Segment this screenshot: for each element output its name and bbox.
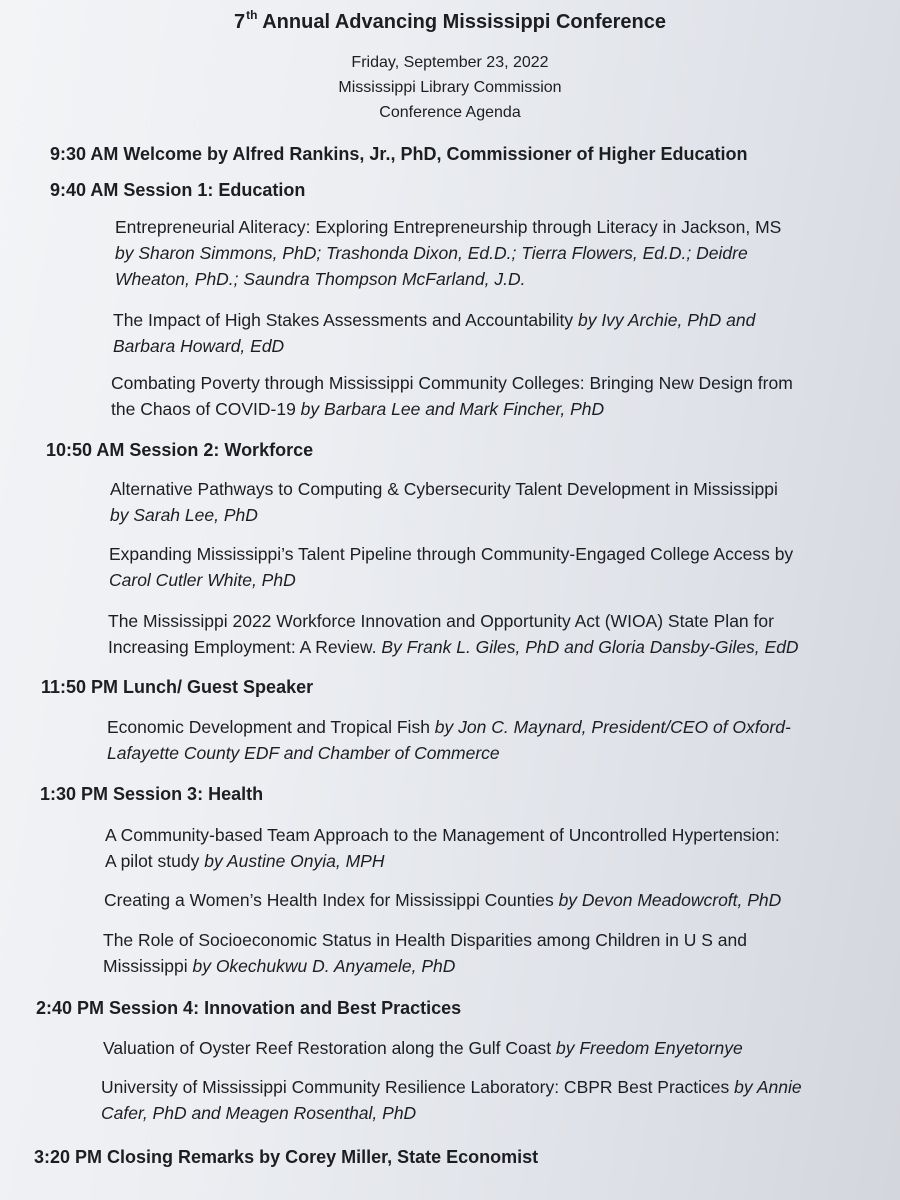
talk-title-line: The Mississippi 2022 Workforce Innovation and Opportunity Act (WIOA) State Plan for [108, 611, 774, 631]
talk-title: University of Mississippi Community Resilience Laboratory: CBPR Best Practices [101, 1077, 735, 1097]
talk-title-line: Combating Poverty through Mississippi Community Colleges: Bringing New Design from [111, 373, 793, 393]
title-ordinal-suffix: th [246, 8, 258, 22]
talk-title: the Chaos of COVID-19 [111, 399, 301, 419]
talk-authors-line: by Sarah Lee, PhD [110, 505, 258, 525]
session-4-talk-2 [101, 1074, 802, 1126]
session-1-talk-3 [111, 370, 793, 422]
document-type: Conference Agenda [379, 104, 521, 121]
talk-title: The Impact of High Stakes Assessments and Accountability [113, 310, 578, 330]
talk-authors: by Ivy Archie, PhD and [577, 310, 756, 330]
session-3-heading: 1:30 PM Session 3: Health [40, 784, 264, 804]
talk-title-line: Alternative Pathways to Computing & Cybersecurity Talent Development in Mississippi [110, 479, 778, 499]
talk-authors: by Jon C. Maynard, President/CEO of Oxford- [434, 717, 791, 737]
talk-title: Increasing Employment: A Review. [108, 637, 382, 657]
talk-authors-line: Cafer, PhD and Meagen Rosenthal, PhD [101, 1103, 417, 1123]
talk-title-line: Expanding Mississippi’s Talent Pipeline through Community-Engaged College Access by [109, 544, 794, 564]
talk-authors-line: Barbara Howard, EdD [113, 336, 285, 356]
closing-remarks: 3:20 PM Closing Remarks by Corey Miller, State Economist [34, 1147, 539, 1167]
session-2-heading: 10:50 AM Session 2: Workforce [46, 440, 314, 460]
talk-authors: by Barbara Lee and Mark Fincher, PhD [300, 399, 605, 419]
talk-authors: by Annie [734, 1077, 802, 1097]
conference-date: Friday, September 23, 2022 [351, 54, 549, 71]
talk-authors-line: Wheaton, PhD.; Saundra Thompson McFarland, J.D. [115, 269, 526, 289]
session-1-heading: 9:40 AM Session 1: Education [50, 180, 306, 200]
session-4-heading: 2:40 PM Session 4: Innovation and Best Practices [36, 998, 462, 1018]
session-3-talk-1 [105, 822, 780, 874]
talk-authors: by Devon Meadowcroft, PhD [558, 890, 782, 910]
session-1-talk-1 [115, 214, 781, 292]
talk-authors-line: Carol Cutler White, PhD [109, 570, 296, 590]
title-text: Annual Advancing Mississippi Conference [257, 11, 667, 33]
session-1-talk-2 [113, 307, 755, 359]
session-3-talk-3 [103, 927, 747, 979]
session-2-talk-2 [109, 541, 793, 593]
session-4-talk-1 [103, 1035, 743, 1061]
talk-authors-line: by Sharon Simmons, PhD; Trashonda Dixon, Ed.D.; Tierra Flowers, Ed.D.; Deidre [115, 243, 748, 263]
lunch-talk [107, 714, 791, 766]
agenda-welcome: 9:30 AM Welcome by Alfred Rankins, Jr., PhD, Commissioner of Higher Education [50, 144, 748, 164]
lunch-heading: 11:50 PM Lunch/ Guest Speaker [41, 677, 314, 697]
talk-authors: by Freedom Enyetornye [555, 1038, 743, 1058]
talk-title: A pilot study [105, 851, 205, 871]
talk-authors-line: Lafayette County EDF and Chamber of Commerce [107, 743, 500, 763]
talk-title: Economic Development and Tropical Fish [107, 717, 435, 737]
talk-title: Mississippi [103, 956, 193, 976]
talk-authors: by Okechukwu D. Anyamele, PhD [192, 956, 456, 976]
title-ordinal: 7 [233, 11, 246, 33]
conference-venue: Mississippi Library Commission [338, 79, 562, 96]
talk-authors: By Frank L. Giles, PhD and Gloria Dansby-Giles, EdD [381, 637, 799, 657]
conference-title [0, 8, 900, 34]
talk-title-line: Entrepreneurial Aliteracy: Exploring Entrepreneurship through Literacy in Jackson, MS [115, 217, 782, 237]
talk-title-line: A Community-based Team Approach to the Management of Uncontrolled Hypertension: [105, 825, 780, 845]
talk-title-line: The Role of Socioeconomic Status in Health Disparities among Children in U S and [103, 930, 747, 950]
session-2-talk-1 [110, 476, 778, 528]
talk-title: Valuation of Oyster Reef Restoration along the Gulf Coast [103, 1038, 556, 1058]
session-2-talk-3 [108, 608, 799, 660]
talk-title: Creating a Women’s Health Index for Mississippi Counties [104, 890, 559, 910]
talk-authors: by Austine Onyia, MPH [204, 851, 385, 871]
session-3-talk-2 [104, 887, 781, 913]
